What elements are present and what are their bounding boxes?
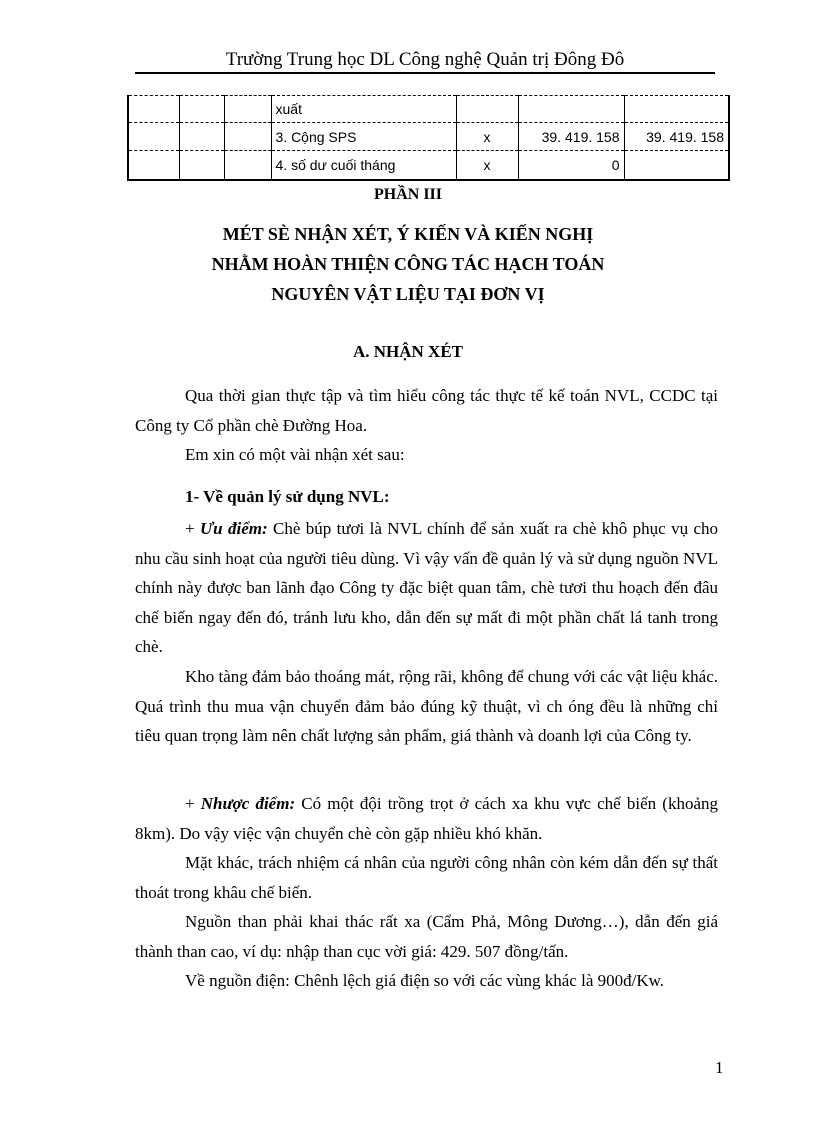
paragraph-lead: Em xin có một vài nhận xét sau: [185, 445, 405, 464]
table-cell [624, 151, 729, 181]
disadvantages-text: Có một đội trồng trọt ở cách xa khu vực chế biến (khoảng 8km). Do vậy việc vận chuyển chè còn gặp nhiều khó khăn. [135, 794, 718, 843]
paragraph-advantages [135, 514, 718, 662]
subheading-material-management: 1- Về quản lý sử dụng NVL: [185, 487, 390, 506]
table-row [128, 123, 729, 151]
paragraph-electricity: Về nguồn điện: Chênh lệch giá điện so với các vùng khác là 900đ/Kw. [185, 971, 665, 990]
paragraph-disadvantages [135, 789, 718, 848]
table-cell [179, 151, 224, 181]
advantages-prefix: + [185, 519, 200, 538]
advantages-text: Chè búp tươi là NVL chính để sản xuất ra chè khô phục vụ cho nhu cầu sinh hoạt của người tiêu dùng. Vì vậy vấn đề quản lý và sử dụng nguồn NVL chính này được ban lãnh đạo Công ty đặc biệt quan tâm, chè tươi thu hoạch đến đâu chế biến ngay đến đó, tránh lưu kho, dẫn đến sự mất đi một phần chất lá tanh trong chè. [135, 519, 718, 656]
table-cell [224, 151, 271, 181]
table-row [128, 151, 729, 181]
main-title-line-3: NGUYÊN VẬT LIỆU TẠI ĐƠN VỊ [271, 284, 545, 304]
section-a-heading: A. NHẬN XÉT [352, 342, 464, 361]
table-cell [518, 96, 624, 123]
ledger-table [127, 95, 730, 181]
main-title-line-1: MÉT SÈ NHẬN XÉT, Ý KIẾN VÀ KIẾN NGHỊ [222, 224, 594, 244]
table-row [128, 96, 729, 123]
page-header: Trường Trung học DL Công nghệ Quản trị Đông Đô [135, 48, 715, 74]
paragraph-responsibility: Mặt khác, trách nhiệm cá nhân của người công nhân còn kém dẫn đến sự thất thoát trong khâu chế biến. [135, 853, 718, 902]
table-cell: 0 [518, 151, 624, 181]
paragraph-coal-source: Nguồn than phải khai thác rất xa (Cẩm Phả, Mông Dương…), dẫn đến giá thành than cao, ví dụ: nhập than cục vời giá: 429. 507 đồng/tấn. [135, 912, 718, 961]
table-cell: 3. Cộng SPS [271, 123, 456, 151]
table-cell: 39. 419. 158 [624, 123, 729, 151]
table-cell: 4. số dư cuối tháng [271, 151, 456, 181]
table-cell: 39. 419. 158 [518, 123, 624, 151]
table-cell [224, 96, 271, 123]
table-cell [224, 123, 271, 151]
table-cell [128, 123, 179, 151]
table-cell [128, 151, 179, 181]
advantages-label: Ưu điểm: [199, 519, 268, 538]
table-cell [179, 123, 224, 151]
part-heading: PHẦN III [373, 186, 442, 203]
paragraph-intro: Qua thời gian thực tập và tìm hiểu công tác thực tế kế toán NVL, CCDC tại Công ty Cổ phần chè Đường Hoa. [135, 386, 718, 435]
table-cell: x [456, 123, 518, 151]
table-cell [128, 96, 179, 123]
page-number: 1 [715, 1058, 724, 1077]
table-cell [179, 96, 224, 123]
table-cell: x [456, 151, 518, 181]
table-cell [456, 96, 518, 123]
table-cell [624, 96, 729, 123]
main-title-line-2: NHẰM HOÀN THIỆN CÔNG TÁC HẠCH TOÁN [211, 254, 605, 274]
paragraph-warehouse: Kho tàng đảm bảo thoáng mát, rộng rãi, không để chung với các vật liệu khác. Quá trình thu mua vận chuyển đảm bảo đúng kỹ thuật, vì ch óng đều là những chỉ tiêu quan trọng làm nên chất lượng sản phẩm, giá thành và doanh lợi của Công ty. [135, 667, 719, 745]
disadvantages-prefix: + [185, 794, 201, 813]
table-cell: xuất [271, 96, 456, 123]
disadvantages-label: Nhược điểm: [200, 794, 296, 813]
